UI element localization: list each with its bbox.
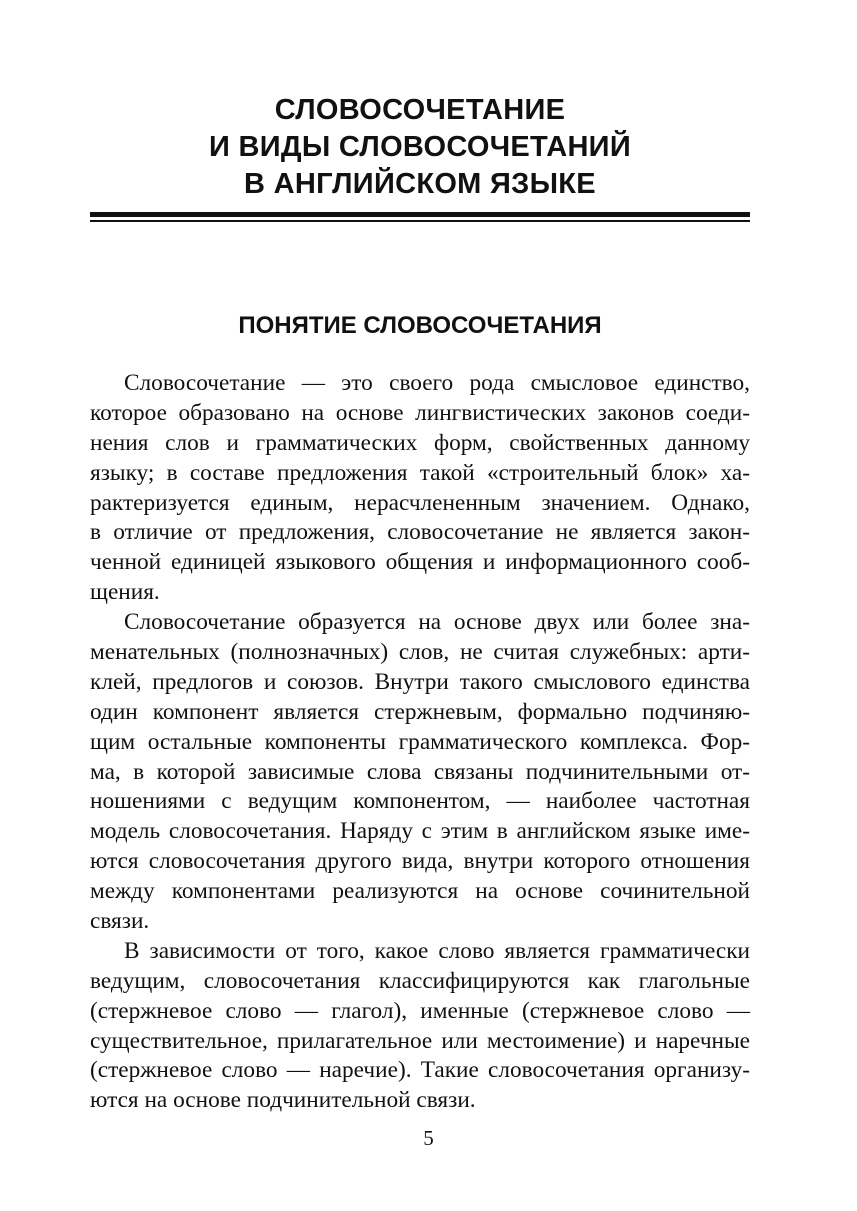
text-line: существительное, прилагательное или местоимение) и наречные (90, 1027, 750, 1054)
text-line: менательных (полнозначных) слов, не считая служебных: арти- (90, 639, 750, 666)
text-line: ношениями с ведущим компонентом, — наиболее частотная (90, 788, 750, 815)
section-title: ПОНЯТИЕ СЛОВОСОЧЕТАНИЯ (238, 312, 602, 339)
page-number: 5 (423, 1126, 434, 1150)
text-line: Словосочетание образуется на основе двух или более зна- (124, 609, 750, 636)
paragraph (90, 936, 750, 1115)
title-rule-thin (90, 220, 750, 222)
text-line: один компонент является стержневым, формально подчиняю- (90, 698, 750, 725)
text-line: в отличие от предложения, словосочетание не является закон- (90, 519, 750, 546)
text-line: модель словосочетания. Наряду с этим в английском языке име- (90, 818, 750, 845)
text-line: нения слов и грамматических форм, свойственных данному (90, 429, 750, 456)
paragraph (90, 368, 750, 607)
title-rule-thick (90, 212, 750, 217)
text-line: рактеризуется единым, нерасчлененным значением. Однако, (90, 489, 750, 516)
text-line: щим остальные компоненты грамматического комплекса. Фор- (90, 728, 750, 755)
text-line: которое образовано на основе лингвистических законов соеди- (90, 399, 750, 426)
text-line: (стержневое слово — глагол), именные (стержневое слово — (90, 997, 750, 1024)
text-line: щения. (90, 579, 160, 606)
paragraph (90, 607, 750, 936)
chapter-title-line: СЛОВОСОЧЕТАНИЕ (274, 94, 566, 126)
text-line: между компонентами реализуются на основе сочинительной (90, 878, 750, 905)
body-text (90, 368, 750, 1115)
chapter-title (90, 92, 750, 203)
text-line: языку; в составе предложения такой «строительный блок» ха- (90, 459, 750, 486)
text-line: ведущим, словосочетания классифицируются как глагольные (90, 967, 750, 994)
text-line: (стержневое слово — наречие). Такие словосочетания организу- (90, 1057, 750, 1084)
text-line: связи. (90, 908, 150, 935)
chapter-title-line: В АНГЛИЙСКОМ ЯЗЫКЕ (244, 168, 596, 200)
text-line: В зависимости от того, какое слово является грамматически (124, 937, 750, 964)
text-line: клей, предлогов и союзов. Внутри такого смыслового единства (90, 668, 750, 695)
text-line: ченной единицей языкового общения и информационного сооб- (90, 549, 750, 576)
text-line: ются на основе подчинительной связи. (90, 1087, 476, 1114)
chapter-title-line: И ВИДЫ СЛОВОСОЧЕТАНИЙ (209, 131, 631, 163)
text-line: ются словосочетания другого вида, внутри которого отношения (90, 848, 750, 875)
text-line: Словосочетание — это своего рода смысловое единство, (124, 370, 750, 396)
text-line: ма, в которой зависимые слова связаны подчинительными от- (90, 758, 750, 785)
